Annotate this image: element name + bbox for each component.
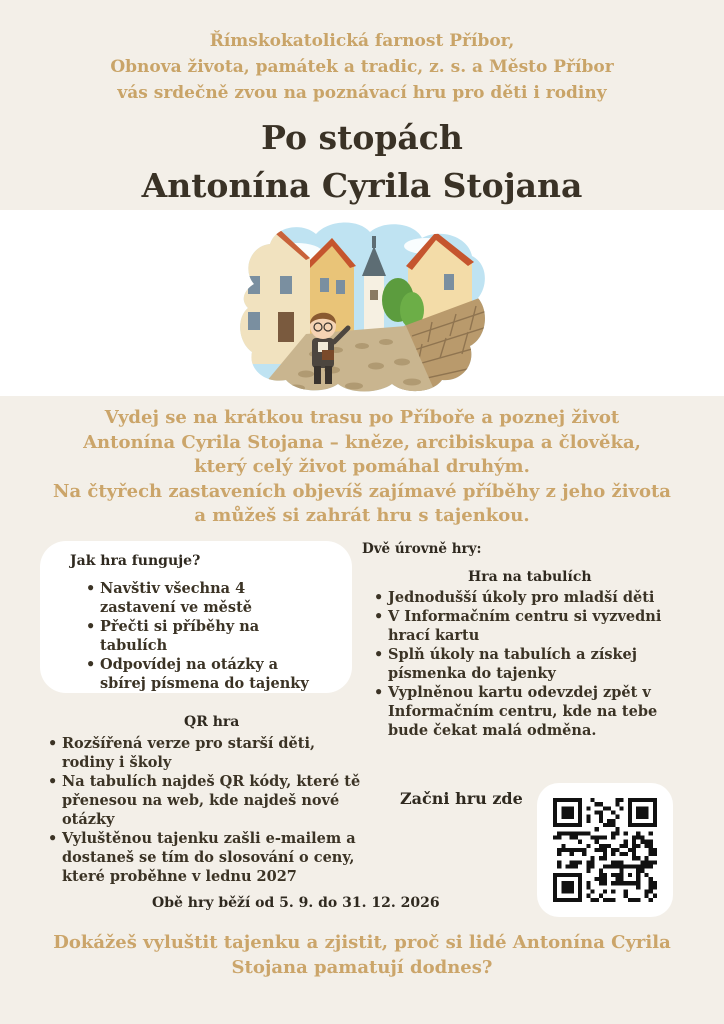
intro-line-2: Antonína Cyrila Stojana – kněze, arcibiskupa a člověka,	[83, 431, 641, 453]
levels-heading: Dvě úrovně hry:	[362, 541, 482, 557]
qr-code-card[interactable]	[537, 783, 673, 917]
list-item: • Vyluštěnou tajenku zašli e-mailem a dostaneš se tím do slosování o ceny, které proběhne v lednu 2027	[48, 829, 370, 886]
list-item: • Navštiv všechna 4 zastavení ve městě	[86, 579, 316, 617]
intro-text	[0, 406, 724, 529]
intro-line-5: a můžeš si zahrát hru s tajenkou.	[194, 505, 530, 526]
qr-game-list	[48, 734, 370, 886]
footer-line-2: Stojana pamatují dodnes?	[231, 957, 493, 978]
tables-heading: Hra na tabulích	[468, 569, 592, 585]
start-label: Začni hru zde	[400, 789, 523, 808]
footer-question	[0, 930, 724, 980]
how-list	[86, 579, 316, 693]
how-heading: Jak hra funguje?	[70, 553, 201, 569]
levels-section	[362, 541, 702, 739]
street-illustration	[236, 214, 490, 394]
list-item: • Na tabulích najdeš QR kódy, které tě přenesou na web, kde najdeš nové otázky	[48, 772, 370, 829]
list-item: • V Informačním centru si vyzvedni hrací kartu	[374, 607, 692, 645]
header-line-3: vás srdečně zvou na poznávací hru pro děti i rodiny	[117, 83, 607, 103]
title-line-2: Antonína Cyrila Stojana	[141, 166, 583, 205]
tables-list	[374, 588, 692, 740]
list-item: • Odpovídej na otázky a sbírej písmena do tajenky	[86, 655, 316, 693]
list-item: • Jednodušší úkoly pro mladší děti	[374, 588, 692, 607]
footer-line-1: Dokážeš vyluštit tajenku a zjistit, proč si lidé Antonína Cyrila	[53, 932, 671, 953]
dates-text: Obě hry běží od 5. 9. do 31. 12. 2026	[152, 895, 440, 911]
page-title	[0, 114, 724, 210]
header-line-2: Obnova života, památek a tradic, z. s. a Město Příbor	[110, 57, 614, 77]
how-it-works-card	[40, 541, 352, 693]
header-line-1: Římskokatolická farnost Příbor,	[209, 31, 515, 51]
list-item: • Rozšířená verze pro starší děti, rodiny i školy	[48, 734, 370, 772]
qr-code-icon[interactable]	[553, 798, 657, 902]
intro-line-4: Na čtyřech zastaveních objevíš zajímavé příběhy z jeho života	[53, 480, 671, 502]
list-item: • Splň úkoly na tabulích a získej písmenka do tajenky	[374, 645, 692, 683]
header	[0, 28, 724, 106]
list-item: • Přečti si příběhy na tabulích	[86, 617, 316, 655]
intro-line-1: Vydej se na krátkou trasu po Příboře a poznej život	[104, 407, 620, 428]
intro-line-3: který celý život pomáhal druhým.	[194, 456, 530, 477]
list-item: • Vyplněnou kartu odevzdej zpět v Informačním centru, kde na tebe bude čekat malá odměna.	[374, 683, 692, 740]
qr-game-heading: QR hra	[184, 714, 240, 730]
title-line-1: Po stopách	[261, 118, 463, 157]
